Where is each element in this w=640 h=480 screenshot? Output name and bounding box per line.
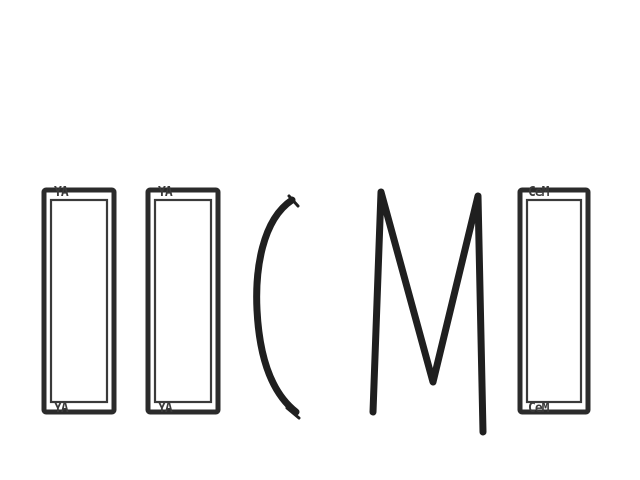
missing-glyph-box-1	[44, 185, 114, 416]
glyph-2-hex-bottom: YA	[158, 401, 172, 416]
missing-glyph-box-2	[148, 185, 218, 416]
glyph-5-hex-bottom: CeM	[528, 401, 549, 416]
glyph-letter-m	[373, 192, 483, 432]
glyph-2-hex-top: YA	[158, 185, 172, 200]
missing-glyph-box-5	[520, 185, 588, 416]
glyph-1-hex-top: YA	[54, 185, 68, 200]
glyph-1-hex-bottom: YA	[54, 401, 68, 416]
glyph-5-hex-top: CeM	[528, 185, 549, 200]
glyph-letter-c	[257, 196, 299, 418]
